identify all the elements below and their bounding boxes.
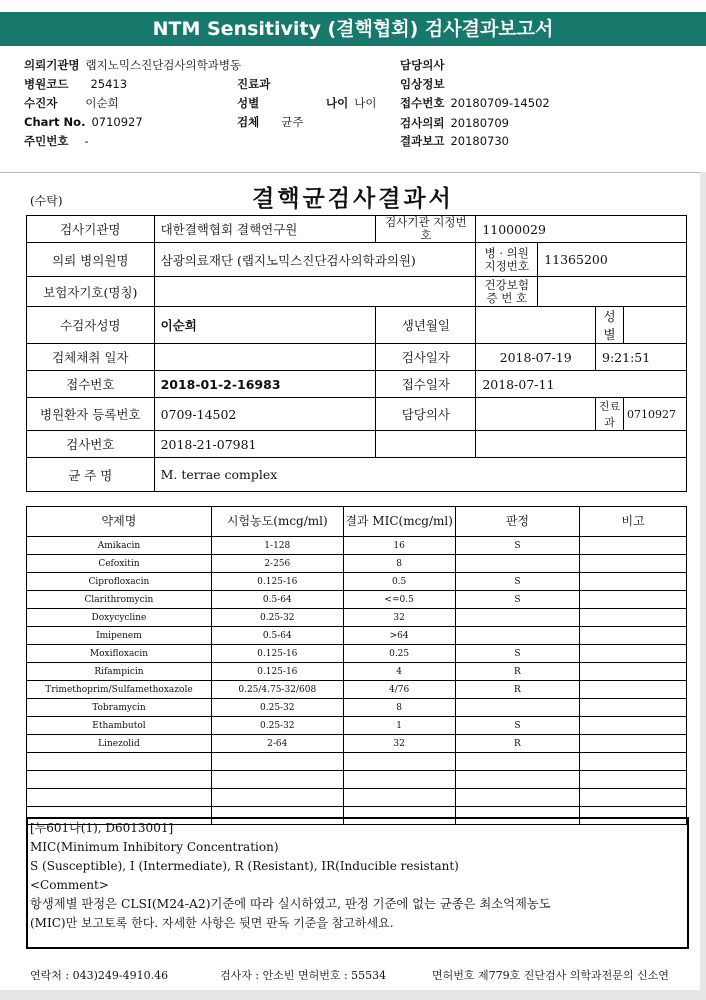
drug-row — [27, 717, 687, 735]
drug-cell-note — [580, 699, 687, 717]
drug-cell-interp — [455, 789, 580, 807]
insured-label: 보험자기호(명칭) — [27, 277, 155, 307]
doctor-label: 담당의사 — [376, 398, 476, 431]
drug-row — [27, 753, 687, 771]
drug-row — [27, 591, 687, 609]
test-no-extra — [376, 431, 476, 458]
health-value — [538, 277, 687, 307]
drug-row — [27, 735, 687, 753]
drug-cell-range — [211, 789, 343, 807]
drug-row — [27, 681, 687, 699]
drug-cell-drug: Clarithromycin — [27, 591, 212, 609]
drug-cell-range: 0.25/4.75-32/608 — [211, 681, 343, 699]
drug-cell-note — [580, 591, 687, 609]
drug-cell-drug: Ciprofloxacin — [27, 573, 212, 591]
dept-value: 0710927 — [624, 398, 687, 431]
hosp-code-value: 11365200 — [538, 243, 687, 277]
drug-cell-mic: <=0.5 — [343, 591, 455, 609]
drug-cell-range: 0.25-32 — [211, 609, 343, 627]
drug-cell-note — [580, 627, 687, 645]
drug-cell-interp — [455, 555, 580, 573]
recv-date-label: 접수일자 — [376, 371, 476, 398]
header-report: 결과보고 20180730 — [400, 134, 509, 148]
page-shadow-right — [700, 172, 706, 1000]
header-range: 시험농도(mcg/ml) — [211, 507, 343, 537]
drug-cell-drug: Cefoxitin — [27, 555, 212, 573]
header-note: 비고 — [580, 507, 687, 537]
lab-label: 검사기관명 — [27, 216, 155, 243]
drug-cell-range: 0.125-16 — [211, 573, 343, 591]
drug-cell-mic — [343, 771, 455, 789]
test-no-label: 검사번호 — [27, 431, 155, 458]
drug-row — [27, 555, 687, 573]
collect-value — [154, 344, 376, 371]
drug-cell-drug: Tobramycin — [27, 699, 212, 717]
test-date-label: 검사일자 — [376, 344, 476, 371]
header-age: 나이 나이 — [326, 96, 377, 110]
drug-cell-interp — [455, 699, 580, 717]
comment-box — [26, 817, 689, 949]
test-time-value: 9:21:51 — [596, 344, 687, 371]
header-rrn: 주민번호 - — [24, 134, 89, 148]
document-type: (수탁) — [30, 194, 63, 208]
drug-cell-note — [580, 663, 687, 681]
drug-cell-mic: 0.25 — [343, 645, 455, 663]
drug-cell-drug: Trimethoprim/Sulfamethoxazole — [27, 681, 212, 699]
recv-no-value: 2018-01-2-16983 — [154, 371, 376, 398]
drug-cell-interp: R — [455, 735, 580, 753]
drug-cell-drug: Rifampicin — [27, 663, 212, 681]
recv-date-value: 2018-07-11 — [476, 371, 687, 398]
drug-cell-drug: Doxycycline — [27, 609, 212, 627]
drug-cell-mic: 1 — [343, 717, 455, 735]
drug-cell-range: 0.25-32 — [211, 699, 343, 717]
header-dept: 진료과 — [237, 77, 271, 91]
drug-cell-note — [580, 537, 687, 555]
drug-cell-interp — [455, 753, 580, 771]
drug-cell-note — [580, 681, 687, 699]
drug-cell-drug: Linezolid — [27, 735, 212, 753]
drug-cell-range — [211, 771, 343, 789]
drug-cell-mic: 8 — [343, 699, 455, 717]
drug-row — [27, 537, 687, 555]
drug-cell-range: 0.25-32 — [211, 717, 343, 735]
drug-cell-interp: S — [455, 537, 580, 555]
doctor-value — [476, 398, 596, 431]
drug-cell-note — [580, 789, 687, 807]
header-clinical: 임상정보 — [400, 77, 445, 91]
header-institution: 의뢰기관명 랩지노믹스진단검사의학과병동 — [24, 58, 242, 72]
drug-cell-note — [580, 645, 687, 663]
drug-cell-range: 0.5-64 — [211, 627, 343, 645]
footer-contact: 연락처 : 043)249-4910.46 — [30, 969, 169, 982]
page-shadow-bottom — [0, 990, 706, 1000]
drug-row — [27, 573, 687, 591]
drug-cell-mic: 32 — [343, 735, 455, 753]
drug-cell-interp: R — [455, 663, 580, 681]
drug-cell-mic: 8 — [343, 555, 455, 573]
drug-cell-drug: Amikacin — [27, 537, 212, 555]
patient-value: 이순희 — [154, 307, 376, 344]
header-hospital-code: 병원코드 25413 — [24, 77, 128, 91]
birth-label: 생년월일 — [376, 307, 476, 344]
test-no-value: 2018-21-07981 — [154, 431, 376, 458]
drug-cell-note — [580, 609, 687, 627]
header-accession: 접수번호 20180709-14502 — [400, 96, 550, 110]
header-drug: 약제명 — [27, 507, 212, 537]
sheet-divider — [0, 172, 706, 173]
organism-value: M. terrae complex — [154, 458, 686, 492]
drug-cell-note — [580, 573, 687, 591]
header-specimen: 검체 균주 — [237, 115, 304, 129]
drug-cell-mic: 0.5 — [343, 573, 455, 591]
drug-cell-interp: S — [455, 591, 580, 609]
drug-cell-mic: 4 — [343, 663, 455, 681]
comment-mic-def: MIC(Minimum Inhibitory Concentration) — [30, 840, 279, 854]
drug-cell-range: 0.125-16 — [211, 645, 343, 663]
drug-cell-interp — [455, 609, 580, 627]
comment-code: [누601나(1), D6013001] — [30, 821, 174, 835]
patient-info-table — [26, 215, 687, 492]
drug-row — [27, 627, 687, 645]
header-interp: 판정 — [455, 507, 580, 537]
lab-value: 대한결핵협회 결핵연구원 — [154, 216, 376, 243]
report-banner: NTM Sensitivity (결핵협회) 검사결과보고서 — [0, 12, 706, 46]
recv-no-label: 접수번호 — [27, 371, 155, 398]
drug-row — [27, 663, 687, 681]
drug-cell-range: 1-128 — [211, 537, 343, 555]
drug-susceptibility-table — [26, 506, 687, 825]
drug-cell-mic: 32 — [343, 609, 455, 627]
drug-cell-note — [580, 771, 687, 789]
drug-row — [27, 609, 687, 627]
drug-cell-drug — [27, 789, 212, 807]
drug-cell-mic — [343, 789, 455, 807]
reg-no-value: 0709-14502 — [154, 398, 376, 431]
drug-cell-drug — [27, 771, 212, 789]
drug-cell-interp: S — [455, 645, 580, 663]
drug-cell-note — [580, 735, 687, 753]
drug-cell-range: 0.125-16 — [211, 663, 343, 681]
comment-legend: S (Susceptible), I (Intermediate), R (Resistant), IR(Inducible resistant) — [30, 859, 459, 873]
insured-value — [154, 277, 476, 307]
drug-row — [27, 699, 687, 717]
birth-value — [476, 307, 596, 344]
test-no-extra-2 — [476, 431, 687, 458]
drug-row — [27, 771, 687, 789]
drug-row — [27, 645, 687, 663]
header-sex: 성별 — [237, 96, 260, 110]
comment-heading: <Comment> — [30, 878, 109, 892]
drug-cell-range: 2-64 — [211, 735, 343, 753]
comment-text-2: (MIC)만 보고토록 한다. 자세한 사항은 뒷면 판독 기준을 참고하세요. — [30, 916, 394, 930]
drug-cell-range — [211, 753, 343, 771]
drug-cell-interp — [455, 771, 580, 789]
footer-license: 면허번호 제779호 진단검사 의학과전문의 신소연 — [432, 969, 669, 982]
drug-cell-interp — [455, 627, 580, 645]
dept-label: 진료과 — [596, 398, 624, 431]
header-doctor: 담당의사 — [400, 58, 445, 72]
lab-code-label: 검사기관 지정번호 — [376, 216, 476, 243]
drug-cell-mic — [343, 753, 455, 771]
reg-no-label: 병원환자 등록번호 — [27, 398, 155, 431]
drug-cell-note — [580, 753, 687, 771]
comment-text-1: 항생제별 판정은 CLSI(M24-A2)기준에 따라 실시하였고, 판정 기준에 없는 균종은 최소억제농도 — [30, 897, 551, 911]
drug-cell-mic: >64 — [343, 627, 455, 645]
sex-value — [624, 307, 687, 344]
req-hosp-value: 삼광의료재단 (랩지노믹스진단검사의학과의원) — [154, 243, 476, 277]
drug-cell-note — [580, 717, 687, 735]
organism-label: 균 주 명 — [27, 458, 155, 492]
sex-label: 성별 — [596, 307, 624, 344]
drug-table-header — [27, 507, 687, 537]
drug-cell-drug — [27, 753, 212, 771]
drug-cell-note — [580, 555, 687, 573]
collect-label: 검체채취 일자 — [27, 344, 155, 371]
header-receiver: 수진자 이순희 — [24, 96, 119, 110]
health-label: 건강보험 증 번 호 — [476, 277, 538, 307]
hosp-code-label: 병 · 의원 지정번호 — [476, 243, 538, 277]
drug-cell-mic: 4/76 — [343, 681, 455, 699]
header-request: 검사의뢰 20180709 — [400, 116, 509, 130]
drug-cell-drug: Imipenem — [27, 627, 212, 645]
drug-cell-interp: R — [455, 681, 580, 699]
drug-cell-range: 2-256 — [211, 555, 343, 573]
drug-cell-mic: 16 — [343, 537, 455, 555]
drug-row — [27, 789, 687, 807]
drug-cell-drug: Ethambutol — [27, 717, 212, 735]
drug-cell-interp: S — [455, 717, 580, 735]
lab-code-value: 11000029 — [476, 216, 687, 243]
drug-cell-interp: S — [455, 573, 580, 591]
drug-cell-drug: Moxifloxacin — [27, 645, 212, 663]
footer-tester: 검사자 : 안소빈 면허번호 : 55534 — [220, 969, 387, 982]
header-mic: 결과 MIC(mcg/ml) — [343, 507, 455, 537]
header-chart-no: Chart No. 0710927 — [24, 115, 143, 129]
patient-label: 수검자성명 — [27, 307, 155, 344]
drug-cell-range: 0.5-64 — [211, 591, 343, 609]
test-date-value: 2018-07-19 — [476, 344, 596, 371]
req-hosp-label: 의뢰 병의원명 — [27, 243, 155, 277]
document-title: 결핵균검사결과서 — [252, 185, 454, 212]
